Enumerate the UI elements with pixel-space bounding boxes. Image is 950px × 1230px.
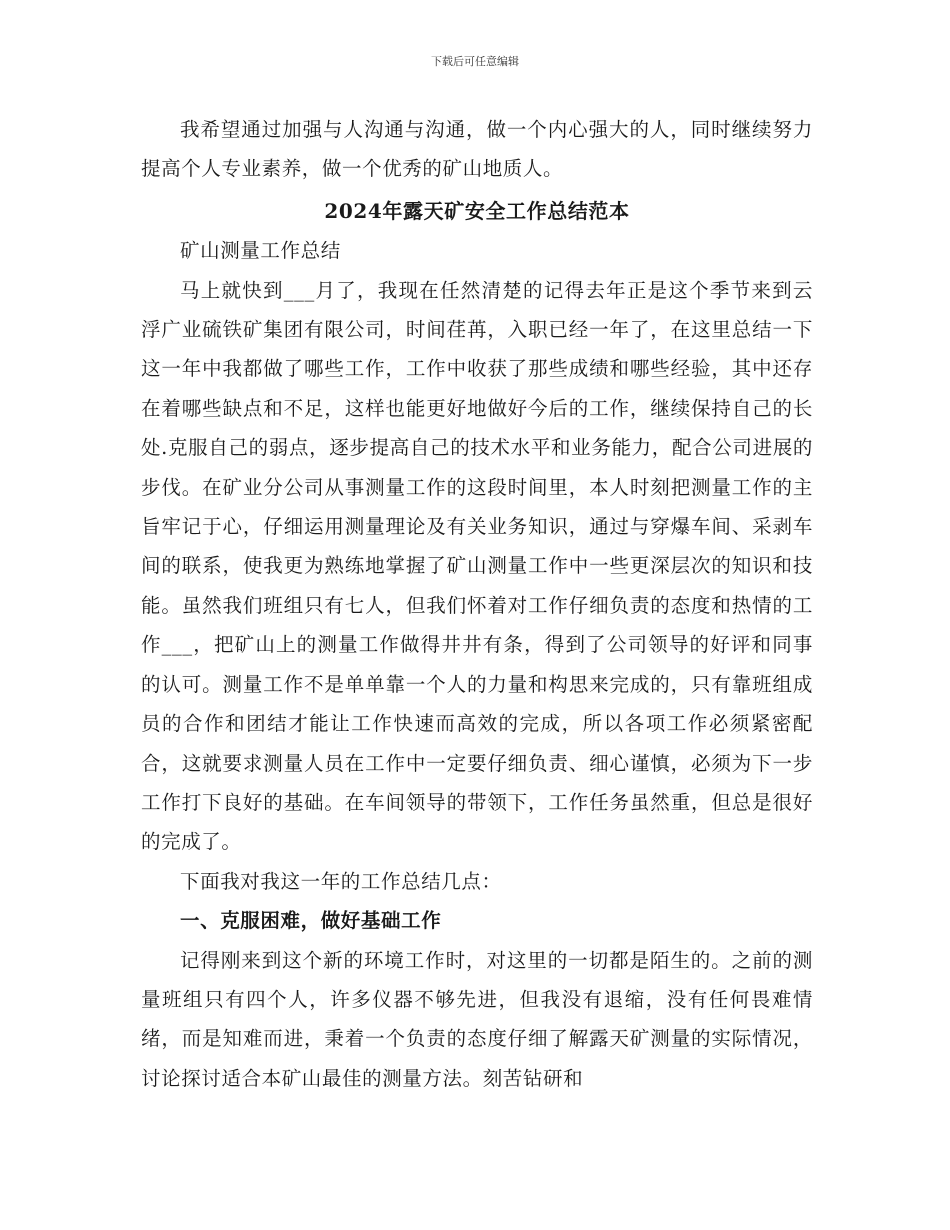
intro-paragraph: 我希望通过加强与人沟通与沟通，做一个内心强大的人，同时继续努力提高个人专业素养，做一个优秀的矿山地质人。 — [141, 118, 813, 181]
document-title: 2024年露天矿安全工作总结范本 — [324, 198, 630, 223]
body-paragraph-3: 记得刚来到这个新的环境工作时，对这里的一切都是陌生的。之前的测量班组只有四个人，许多仪器不够先进，但我没有退缩，没有任何畏难情绪，而是知难而进，秉着一个负责的态度仔细了解露天矿测量的实际情况，讨论探讨适合本矿山最佳的测量方法。刻苦钻研和 — [141, 948, 813, 1090]
section-heading-1: 一、克服困难，做好基础工作 — [180, 909, 442, 933]
body-paragraph-2: 下面我对我这一年的工作总结几点： — [180, 869, 502, 893]
body-paragraph-1: 马上就快到___月了，我现在任然清楚的记得去年正是这个季节来到云浮广业硫铁矿集团有限公司，时间荏苒，入职已经一年了，在这里总结一下这一年中我都做了哪些工作，工作中收获了那些成绩和哪些经验，其中还存在着哪些缺点和不足，这样也能更好地做好今后的工作，继续保持自己的长处.克服自己的弱点，逐步提高自己的技术水平和业务能力，配合公司进展的步伐。在矿业分公司从事测量工作的这段时间里，本人时刻把测量工作的主旨牢记于心，仔细运用测量理论及有关业务知识，通过与穿爆车间、采剥车间的联系，使我更为熟练地掌握了矿山测量工作中一些更深层次的知识和技能。虽然我们班组只有七人，但我们怀着对工作仔细负责的态度和热情的工作___，把矿山上的测量工作做得井井有条，得到了公司领导的好评和同事的认可。测量工作不是单单靠一个人的力量和构思来完成的，只有靠班组成员的合作和团结才能让工作快速而高效的完成，所以各项工作必须紧密配合，这就要求测量人员在工作中一定要仔细负责、细心谨慎，必须为下一步工作打下良好的基础。在车间领导的带领下，工作任务虽然重，但总是很好的完成了。 — [141, 278, 813, 854]
header-note: 下载后可任意编辑 — [431, 55, 519, 68]
section-subtitle: 矿山测量工作总结 — [180, 239, 341, 263]
document-body — [141, 110, 813, 1098]
